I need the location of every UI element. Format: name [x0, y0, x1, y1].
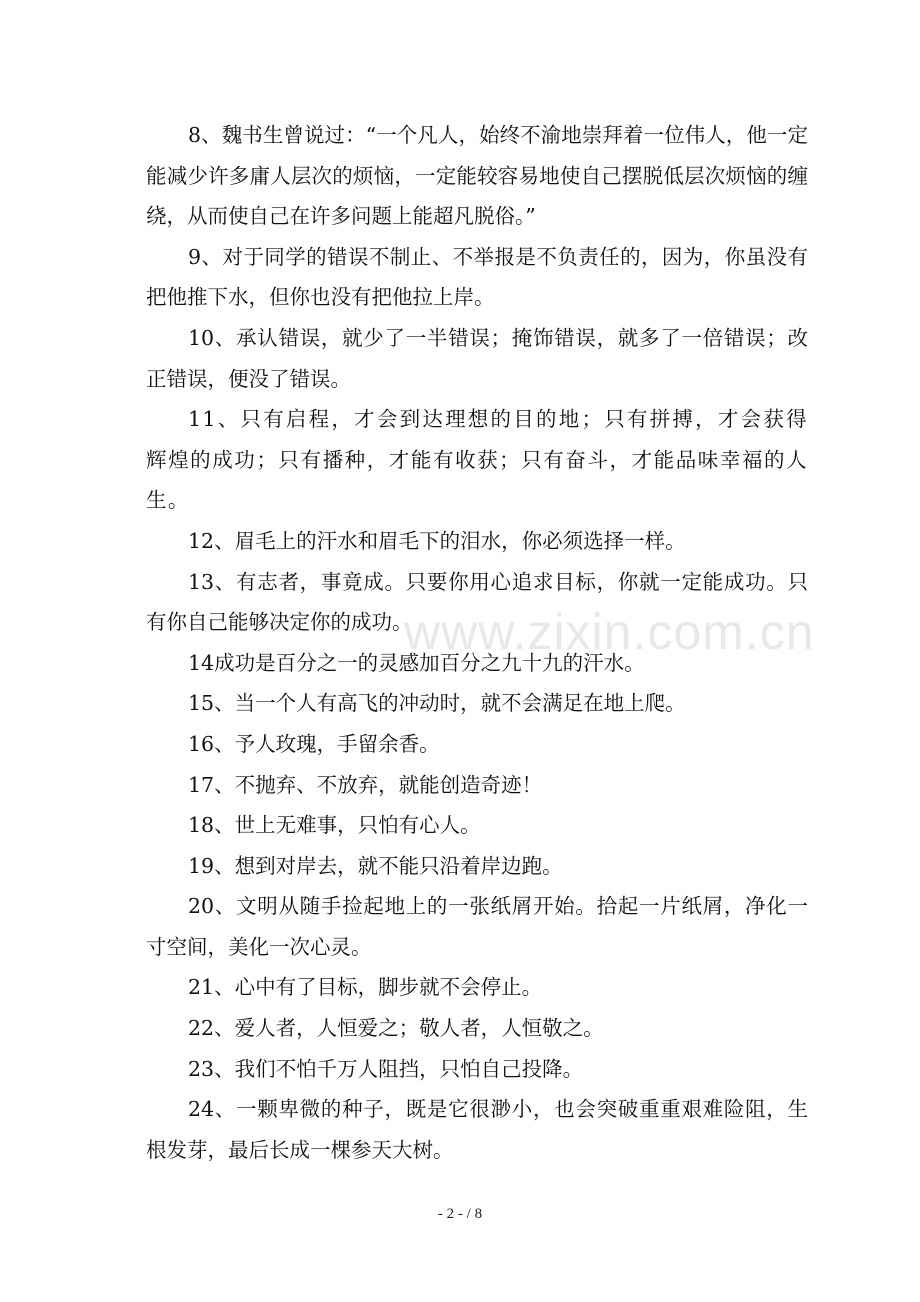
paragraph-20: 20、文明从随手捡起地上的一张纸屑开始。拾起一片纸屑，净化一寸空间，美化一次心灵。 — [146, 894, 808, 959]
paragraph-19: 19、想到对岸去，就不能只沿着岸边跑。 — [188, 853, 563, 878]
paragraph-12: 12、眉毛上的汗水和眉毛下的泪水，你必须选择一样。 — [188, 528, 686, 553]
paragraph-13: 13、有志者，事竟成。只要你用心追求目标，你就一定能成功。只有你自己能够决定你的成功。 — [146, 569, 808, 635]
paragraph-21: 21、心中有了目标，脚步就不会停止。 — [188, 975, 543, 1000]
watermark: www.zixin.com.cn — [404, 604, 815, 660]
paragraph-8: 8、魏书生曾说过：“一个凡人，始终不渝地崇拜着一位伟人，他一定能减少许多庸人层次的烦恼，一定能较容易地使自己摆脱低层次烦恼的缠绕，从而使自己在许多问题上能超凡脱俗。” — [146, 123, 808, 229]
paragraph-11: 11、只有启程，才会到达理想的目的地；只有拼搏，才会获得辉煌的成功；只有播种，才能有收获；只有奋斗，才能品味幸福的人生。 — [146, 407, 808, 513]
paragraph-23: 23、我们不怕千万人阻挡，只怕自己投降。 — [188, 1056, 584, 1081]
paragraph-17: 17、不抛弃、不放弃，就能创造奇迹！ — [188, 772, 543, 797]
page-number: - 2 - / 8 — [437, 1206, 483, 1222]
paragraph-22: 22、爱人者，人恒爱之；敬人者，人恒敬之。 — [188, 1016, 604, 1041]
paragraph-14: 14成功是百分之一的灵感加百分之九十九的汗水。 — [188, 650, 645, 675]
paragraph-16: 16、予人玫瑰，手留余香。 — [188, 731, 440, 756]
paragraph-15: 15、当一个人有高飞的冲动时，就不会满足在地上爬。 — [188, 691, 686, 716]
paragraph-18: 18、世上无难事，只怕有心人。 — [188, 813, 481, 838]
paragraph-9: 9、对于同学的错误不制止、不举报是不负责任的，因为，你虽没有把他推下水，但你也没有把他拉上岸。 — [146, 244, 808, 310]
paragraph-24: 24、一颗卑微的种子，既是它很渺小，也会突破重重艰难险阻，生根发芽，最后长成一棵参天大树。 — [146, 1097, 808, 1162]
paragraph-10: 10、承认错误，就少了一半错误；掩饰错误，就多了一倍错误；改正错误，便没了错误。 — [146, 325, 808, 391]
